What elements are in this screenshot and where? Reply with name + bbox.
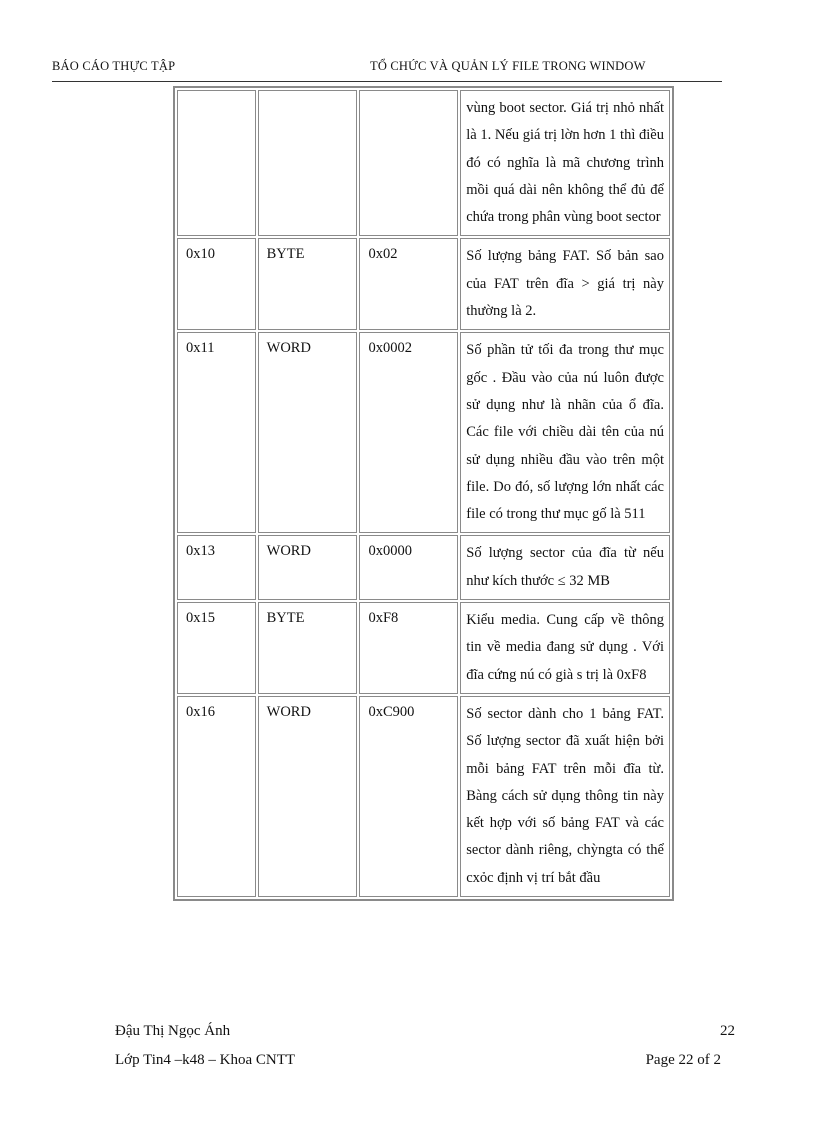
footer-class-info: Lớp Tin4 –k48 – Khoa CNTT — [115, 1052, 296, 1068]
footer-page-number: 22 — [720, 1023, 735, 1039]
description-cell: Kiểu media. Cung cấp về thông tin về media đang sử dụng . Với đĩa cứng nú có già s trị là 0xF8 — [460, 602, 670, 694]
offset-cell: 0x16 — [177, 696, 256, 897]
type-cell — [258, 90, 358, 236]
description-cell: Số lượng bảng FAT. Số bản sao của FAT trên đĩa > giá trị này thường là 2. — [460, 238, 670, 330]
value-cell: 0x0002 — [359, 332, 458, 533]
boot-sector-table — [173, 86, 674, 901]
header-divider — [52, 81, 722, 82]
offset-cell: 0x11 — [177, 332, 256, 533]
footer-page-of: Page 22 of 2 — [645, 1052, 721, 1068]
table-row — [177, 238, 670, 330]
type-cell: WORD — [258, 696, 358, 897]
offset-cell — [177, 90, 256, 236]
header-right-title: TỔ CHỨC VÀ QUẢN LÝ FILE TRONG WINDOW — [370, 59, 646, 73]
table-row — [177, 602, 670, 694]
offset-cell: 0x15 — [177, 602, 256, 694]
description-cell: vùng boot sector. Giá trị nhỏ nhất là 1. Nếu giá trị lờn hơn 1 thì điều đó có nghĩa là mã chương trình mồi quá dài nên không thể đủ để chứa trong phân vùng boot sector — [460, 90, 670, 236]
table-row — [177, 332, 670, 533]
offset-cell: 0x13 — [177, 535, 256, 600]
value-cell — [359, 90, 458, 236]
offset-cell: 0x10 — [177, 238, 256, 330]
table-row — [177, 535, 670, 600]
value-cell: 0xC900 — [359, 696, 458, 897]
description-cell: Số sector dành cho 1 bảng FAT. Số lượng sector đã xuất hiện bởi mỗi bảng FAT trên mỗi đĩa từ. Bàng cách sử dụng thông tin này kết hợp với số bảng FAT và các sector dành riêng, chỳngta có thể cxỏc định vị trí bắt đầu — [460, 696, 670, 897]
type-cell: WORD — [258, 332, 358, 533]
value-cell: 0x0000 — [359, 535, 458, 600]
footer-author: Đậu Thị Ngọc Ánh — [115, 1023, 231, 1039]
table-row — [177, 90, 670, 236]
value-cell: 0xF8 — [359, 602, 458, 694]
description-cell: Số lượng sector của đĩa từ nếu như kích thước ≤ 32 MB — [460, 535, 670, 600]
value-cell: 0x02 — [359, 238, 458, 330]
table-row — [177, 696, 670, 897]
type-cell: BYTE — [258, 238, 358, 330]
description-cell: Số phần tử tối đa trong thư mục gốc . Đầu vào của nú luôn được sử dụng như là nhãn của ổ đĩa. Các file với chiều dài tên của nú sử dụng nhiều đầu vào trên một file. Do đó, số lượng lớn nhất các file có trong thư mục gố là 511 — [460, 332, 670, 533]
type-cell: WORD — [258, 535, 358, 600]
header-left-title: BÁO CÁO THỰC TẬP — [52, 59, 176, 73]
type-cell: BYTE — [258, 602, 358, 694]
